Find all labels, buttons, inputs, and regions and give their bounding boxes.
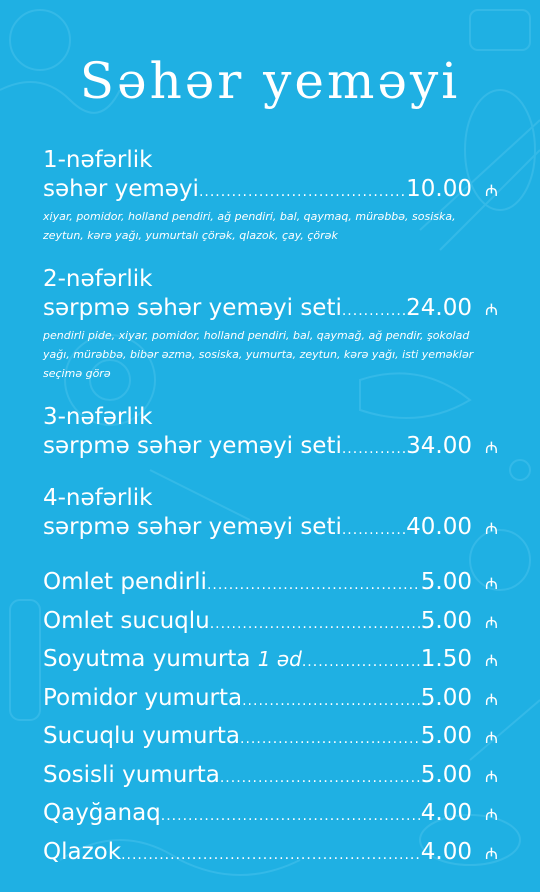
set-name: sərpmə səhər yeməyi seti [43,295,342,321]
item-name: Qlazok [43,838,122,865]
currency-icon: ₼ [485,181,498,200]
set-title: 4-nəfərlik [43,485,153,511]
item-price: 5.00 [420,761,472,788]
set-price: 24.00 [406,295,472,321]
currency-icon: ₼ [485,689,498,709]
item-price: 4.00 [420,800,472,826]
item-price: 5.00 [420,607,472,634]
menu-item [43,604,498,643]
leader-dots [207,568,421,604]
item-price: 5.00 [420,723,472,749]
set-row [43,293,498,326]
leader-dots [342,434,406,464]
currency-icon: ₼ [485,651,498,670]
set-title: 3-nəfərlik [43,404,153,430]
breakfast-set-2 [43,265,498,383]
set-row [43,174,498,207]
item-name: Pomidor yumurta [43,684,243,711]
leader-dots [161,799,421,835]
currency-icon: ₼ [485,766,498,786]
leader-dots [240,722,421,758]
item-price: 4.00 [420,838,472,865]
leader-dots [242,684,421,720]
set-name: sərpmə səhər yeməyi seti [43,433,342,459]
set-name: səhər yeməyi [43,176,199,202]
set-price: 10.00 [406,176,472,202]
menu-item [43,719,498,758]
leader-dots [199,177,406,207]
currency-icon: ₼ [485,612,498,632]
set-title: 1-nəfərlik [43,147,153,173]
set-name: sərpmə səhər yeməyi seti [43,514,342,540]
set-description: xiyar, pomidor, holland pendiri, ağ pendiri, bal, qaymaq, mürəbbə, sosiska, zeytun, kərə yağı, yumurtalı çörək, qlazok, çay, çörək [43,210,456,242]
menu-item [43,835,498,874]
menu-list [43,146,498,873]
set-description: pendirli pide, xiyar, pomidor, holland pendiri, bal, qaymağ, ağ pendir, şokolad yağı, mürəbbə, bibər əzmə, sosiska, yumurta, zeytun, kərə yağı, isti yeməklər seçimə görə [43,329,474,380]
currency-icon: ₼ [485,805,498,824]
leader-dots [342,296,406,326]
currency-icon: ₼ [485,728,498,747]
item-name: Omlet pendirli [43,569,207,595]
set-row [43,431,498,464]
currency-icon: ₼ [485,843,498,863]
item-price: 1.50 [420,646,472,672]
leader-dots [121,838,421,874]
item-price: 5.00 [420,569,472,595]
leader-dots [342,515,406,545]
set-row [43,512,498,545]
menu-item [43,565,498,604]
breakfast-set-4 [43,484,498,545]
menu-item [43,642,498,681]
leader-dots [220,761,421,797]
leader-dots [302,645,421,681]
item-price: 5.00 [420,684,472,711]
set-title: 2-nəfərlik [43,266,153,292]
set-price: 40.00 [406,514,472,540]
currency-icon: ₼ [485,519,498,538]
item-name: Sucuqlu yumurta [43,723,241,749]
item-unit: 1 əd [257,647,302,671]
menu-item [43,681,498,720]
breakfast-set-3 [43,403,498,464]
item-name-text: Soyutma yumurta [43,646,251,672]
item-list [43,565,498,873]
item-name: Sosisli yumurta [43,761,220,788]
menu-item [43,796,498,835]
breakfast-set-1 [43,146,498,245]
currency-icon: ₼ [485,438,498,457]
menu-item [43,758,498,797]
currency-icon: ₼ [485,574,498,593]
leader-dots [210,607,421,643]
page-title: Səhər yeməyi [79,52,461,110]
currency-icon: ₼ [485,300,498,319]
item-name: Omlet sucuqlu [43,607,210,634]
set-price: 34.00 [406,433,472,459]
item-name: Qayğanaq [43,800,161,826]
item-name [43,642,302,678]
